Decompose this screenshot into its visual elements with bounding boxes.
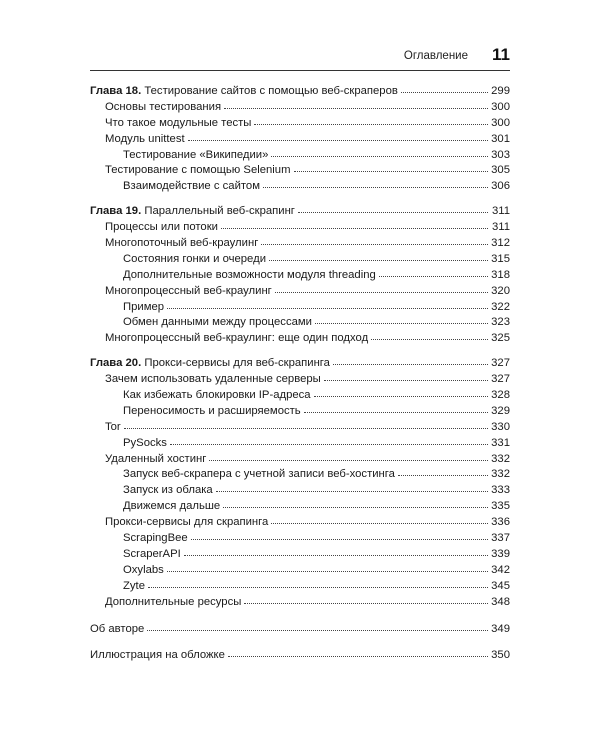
toc-entry-title: Как избежать блокировки IP-адреса [123, 389, 311, 402]
toc-entry-title: Состояния гонки и очереди [123, 252, 266, 265]
toc-entry-page: 327 [491, 373, 510, 386]
toc-entry-page: 330 [491, 420, 510, 433]
toc-entry [90, 484, 510, 500]
toc-entry [90, 548, 510, 564]
toc-entry-page: 333 [491, 484, 510, 497]
toc-entry-label [123, 269, 376, 281]
dot-leader [269, 252, 488, 261]
toc-entry-title: Многопоточный веб-краулинг [105, 237, 259, 250]
toc-entry-page: 311 [491, 221, 510, 234]
chapter-number: Глава 20. [90, 357, 142, 370]
toc-entry-title: Zyte [123, 579, 145, 592]
toc-entry-page: 332 [491, 452, 510, 465]
dot-leader [148, 579, 488, 588]
toc-entry-title: Тестирование «Википедии» [123, 148, 269, 161]
dot-leader [191, 531, 488, 540]
dot-leader [271, 515, 488, 524]
dot-leader [304, 404, 488, 413]
toc-entry-title: Об авторе [90, 622, 145, 635]
toc-entry-title: Прокси-сервисы для веб-скрапинга [144, 357, 330, 370]
toc-entry-label [105, 421, 121, 433]
toc-entry-title: Пример [123, 300, 165, 313]
toc-entry-label [105, 516, 268, 528]
toc-entry-label [105, 373, 321, 385]
toc-entry [90, 649, 510, 665]
dot-leader [294, 163, 489, 172]
chapter-number: Глава 19. [90, 205, 142, 218]
dot-leader [228, 648, 488, 657]
toc-entry-page: 325 [491, 332, 510, 345]
toc-entry [90, 85, 510, 101]
dot-leader [398, 467, 488, 476]
toc-entry-title: Запуск из облака [123, 484, 213, 497]
dot-leader [223, 499, 488, 508]
toc-entry-page: 332 [491, 468, 510, 481]
toc-entry [90, 516, 510, 532]
toc-entry-label [90, 85, 398, 97]
toc-entry-label [105, 332, 368, 344]
toc-entry-title: Тестирование сайтов с помощью веб-скраперов [144, 85, 398, 97]
toc-entry-title: Tor [105, 420, 121, 433]
dot-leader [184, 547, 488, 556]
toc-entry [90, 316, 510, 332]
toc-entry-title: Дополнительные ресурсы [105, 595, 242, 608]
toc-entry-label [105, 133, 185, 145]
toc-entry-page: 320 [491, 284, 510, 297]
toc-entry-page: 303 [491, 148, 510, 161]
toc-entry [90, 117, 510, 133]
toc-entry-page: 301 [491, 132, 510, 145]
chapter-number: Глава 18. [90, 85, 142, 97]
toc-entry [90, 180, 510, 196]
toc-entry-page: 322 [491, 300, 510, 313]
toc-entry [90, 253, 510, 269]
toc-entry-page: 300 [491, 116, 510, 129]
toc-entry-title: Зачем использовать удаленные серверы [105, 373, 321, 386]
toc-entry [90, 623, 510, 639]
toc-entry-label [123, 564, 164, 576]
toc-entry-label [90, 205, 295, 217]
toc-entry-title: Параллельный веб-скрапинг [144, 205, 295, 218]
toc-entry-page: 306 [491, 180, 510, 193]
dot-leader [167, 563, 488, 572]
toc-entry-label [123, 316, 312, 328]
toc-entry-title: Многопроцессный веб-краулинг: еще один подход [105, 332, 369, 345]
toc-entry-label [123, 149, 268, 161]
toc-entry [90, 500, 510, 516]
toc-entry-page: 318 [491, 268, 510, 281]
toc-entry-page: 300 [491, 100, 510, 113]
toc-entry [90, 221, 510, 237]
toc-entry-page: 328 [491, 389, 510, 402]
toc-entry-page: 331 [491, 436, 510, 449]
dot-leader [324, 372, 488, 381]
dot-leader [275, 284, 488, 293]
toc-entry-title: Что такое модульные тесты [105, 116, 252, 129]
toc-entry [90, 453, 510, 469]
toc-entry-label [105, 237, 258, 249]
toc-entry-label [105, 285, 272, 297]
toc-entry-page: 323 [491, 316, 510, 329]
toc-entry-title: Многопроцессный веб-краулинг [105, 284, 272, 297]
toc-entry-label [105, 101, 221, 113]
dot-leader [188, 132, 488, 141]
toc-entry-page: 339 [491, 547, 510, 560]
dot-leader [167, 300, 488, 309]
dot-leader [244, 595, 488, 604]
toc-entry-title: Прокси-сервисы для скрапинга [105, 516, 269, 529]
dot-leader [147, 622, 488, 631]
toc-entry [90, 421, 510, 437]
dot-leader [254, 116, 488, 125]
dot-leader [333, 356, 488, 365]
dot-leader [261, 236, 488, 245]
dot-leader [209, 452, 488, 461]
toc-entry [90, 101, 510, 117]
toc-entry [90, 357, 510, 373]
toc-entry-label [123, 468, 395, 480]
toc-entry-title: Oxylabs [123, 563, 164, 576]
toc-entry-label [123, 484, 213, 496]
toc-entry-page: 312 [491, 237, 510, 250]
toc-entry-page: 336 [491, 516, 510, 529]
table-of-contents [90, 85, 510, 665]
toc-entry [90, 373, 510, 389]
header-title: Оглавление [403, 50, 468, 62]
toc-entry-title: Взаимодействие с сайтом [123, 180, 260, 193]
toc-entry [90, 269, 510, 285]
toc-entry-title: ScrapingBee [123, 532, 188, 545]
dot-leader [221, 220, 488, 229]
toc-entry-label [123, 532, 188, 544]
toc-entry-label [123, 437, 167, 449]
toc-entry-label [123, 389, 311, 401]
toc-entry-title: Иллюстрация на обложке [90, 649, 225, 662]
toc-entry-page: 329 [491, 404, 510, 417]
toc-entry-page: 345 [491, 579, 510, 592]
toc-entry-label [90, 357, 330, 369]
toc-entry-page: 335 [491, 500, 510, 513]
dot-leader [401, 84, 488, 93]
toc-entry-title: ScraperAPI [123, 547, 181, 560]
toc-entry [90, 164, 510, 180]
toc-entry-label [105, 164, 291, 176]
toc-entry-page: 348 [491, 595, 510, 608]
toc-entry [90, 237, 510, 253]
toc-entry-label [123, 500, 220, 512]
toc-entry-label [105, 117, 251, 129]
toc-entry-label [90, 649, 225, 661]
dot-leader [298, 204, 488, 213]
toc-entry [90, 301, 510, 317]
toc-entry [90, 149, 510, 165]
dot-leader [216, 483, 488, 492]
dot-leader [124, 420, 488, 429]
toc-entry-page: 305 [491, 164, 510, 177]
toc-entry-page: 299 [491, 85, 510, 97]
dot-leader [263, 179, 488, 188]
toc-entry-label [105, 596, 241, 608]
dot-leader [314, 388, 488, 397]
toc-entry-label [90, 623, 144, 635]
toc-entry [90, 389, 510, 405]
toc-entry-title: Тестирование с помощью Selenium [105, 164, 291, 177]
toc-entry-title: Удаленный хостинг [105, 452, 207, 465]
toc-entry-page: 350 [491, 649, 510, 662]
toc-entry [90, 596, 510, 612]
toc-entry-title: Дополнительные возможности модуля threading [123, 268, 376, 281]
toc-entry [90, 564, 510, 580]
toc-entry-label [105, 221, 218, 233]
toc-entry-title: Модуль unittest [105, 132, 185, 145]
toc-entry-page: 315 [491, 252, 510, 265]
toc-entry-label [123, 180, 260, 192]
dot-leader [371, 331, 488, 340]
toc-entry-title: Основы тестирования [105, 100, 222, 113]
toc-entry [90, 133, 510, 149]
toc-entry [90, 332, 510, 348]
dot-leader [315, 315, 488, 324]
toc-entry-label [123, 405, 301, 417]
toc-entry [90, 532, 510, 548]
toc-entry-label [105, 453, 206, 465]
toc-entry-label [123, 580, 145, 592]
toc-entry-page: 342 [491, 563, 510, 576]
toc-entry [90, 580, 510, 596]
toc-entry-page: 311 [491, 205, 510, 218]
dot-leader [379, 268, 488, 277]
dot-leader [170, 436, 488, 445]
toc-entry [90, 437, 510, 453]
toc-entry-title: Запуск веб-скрапера с учетной записи веб-хостинга [123, 468, 395, 481]
toc-entry-title: Переносимость и расширяемость [123, 404, 301, 417]
toc-entry-title: Обмен данными между процессами [123, 316, 312, 329]
header-page-number: 11 [492, 45, 510, 64]
toc-entry-title: Движемся дальше [123, 500, 221, 513]
toc-entry-label [123, 548, 181, 560]
toc-entry [90, 468, 510, 484]
dot-leader [224, 100, 488, 109]
toc-entry [90, 285, 510, 301]
toc-entry [90, 405, 510, 421]
toc-entry-page: 337 [491, 532, 510, 545]
running-header [90, 44, 510, 71]
toc-entry-title: PySocks [123, 436, 167, 449]
toc-entry-label [123, 301, 164, 313]
toc-entry-label [123, 253, 266, 265]
toc-entry [90, 205, 510, 221]
toc-entry-title: Процессы или потоки [105, 221, 218, 234]
dot-leader [271, 148, 488, 157]
toc-entry-page: 327 [491, 357, 510, 370]
toc-entry-page: 349 [491, 622, 510, 635]
